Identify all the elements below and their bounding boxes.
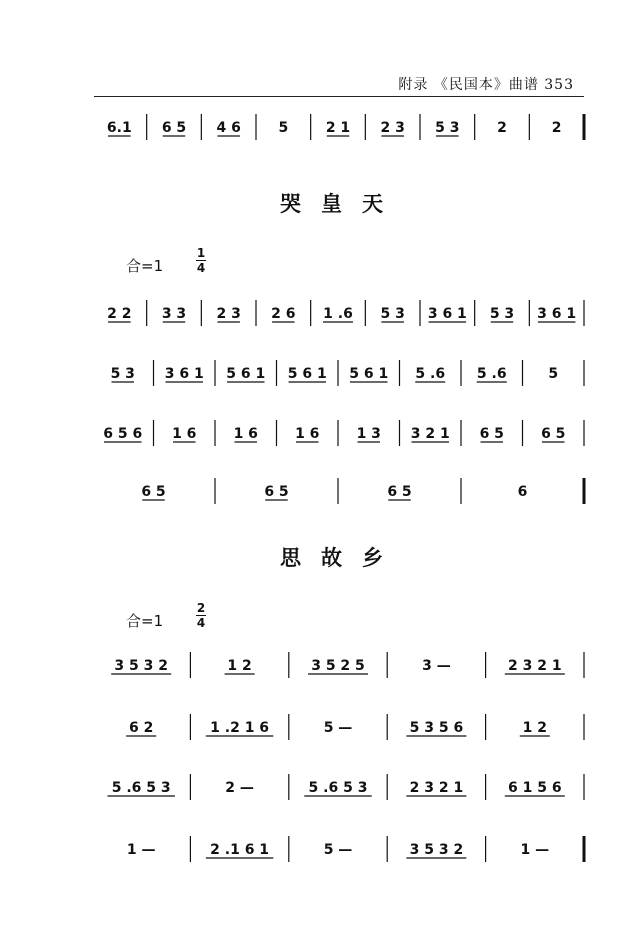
piece-title-siguxiang: 思故乡 <box>280 545 403 570</box>
measure-notes: 6 5 <box>141 484 166 500</box>
key-text: 合=1 <box>126 612 164 630</box>
measure-notes: 1 3 <box>356 426 381 442</box>
measure-notes: 5 6 1 <box>226 366 266 382</box>
measure-notes: 2 3 <box>380 120 405 136</box>
measure-notes: 5 3 <box>435 120 460 136</box>
score-row-svg <box>92 770 584 810</box>
score-row-svg <box>92 110 584 150</box>
measure-notes: 5 3 <box>380 306 405 322</box>
measure-notes: 6 5 <box>479 426 504 442</box>
measure-notes: 2 2 <box>107 306 132 322</box>
score-row <box>92 648 592 688</box>
measure-notes: 6 1 5 6 <box>508 780 562 796</box>
measure-notes: 6 5 <box>264 484 289 500</box>
measure-notes: 3 6 1 <box>164 366 204 382</box>
piece-title-kuhuangtian: 哭皇天 <box>280 191 403 216</box>
measure-notes: 3 5 3 2 <box>114 658 168 674</box>
score-row <box>92 474 592 514</box>
key-text: 合=1 <box>126 257 164 275</box>
measure-notes: 1 — <box>520 842 550 858</box>
score-row-svg <box>92 474 584 514</box>
score-row-svg <box>92 648 584 688</box>
measure-notes: 1 .6 <box>323 306 353 322</box>
measure-notes: 5 3 <box>489 306 515 322</box>
measure-notes: 5 <box>278 120 289 136</box>
measure-notes: 3 2 1 <box>410 426 450 442</box>
score-row-svg <box>92 416 584 456</box>
score-row <box>92 416 592 456</box>
measure-notes: 3 3 <box>161 306 187 322</box>
measure-notes: 3 5 3 2 <box>409 842 464 858</box>
measure-notes: 2 3 <box>216 306 241 322</box>
measure-notes: 2 <box>551 120 562 136</box>
measure-notes: 5 <box>548 366 559 382</box>
score-row <box>92 356 592 396</box>
measure-notes: 3 6 1 <box>427 306 467 322</box>
measure-notes: 5 3 <box>110 366 135 382</box>
measure-notes: 5 — <box>323 720 353 736</box>
measure-notes: 5 .6 5 3 <box>111 780 171 796</box>
measure-notes: 5 — <box>323 842 353 858</box>
time-sig-bottom: 4 <box>196 261 206 275</box>
time-signature <box>196 602 206 629</box>
measure-notes: 6 5 <box>387 484 412 500</box>
measure-notes: 6 5 <box>161 120 187 136</box>
time-sig-top: 1 <box>196 246 206 260</box>
measure-notes: 6 5 <box>541 426 566 442</box>
measure-notes: 2 — <box>225 780 254 796</box>
key-signature-siguxiang <box>126 601 206 631</box>
score-row-svg <box>92 710 584 750</box>
measure-notes: 2 .1 6 1 <box>210 842 270 858</box>
measure-notes: 6 5 6 <box>103 426 143 442</box>
measure-notes: 4 6 <box>216 120 241 136</box>
measure-notes: 3 5 2 5 <box>311 658 365 674</box>
key-signature-kuhuangtian <box>126 246 206 276</box>
measure-notes: 5 6 1 <box>349 366 389 382</box>
time-sig-bottom: 4 <box>196 616 206 630</box>
measure-notes: 5 6 1 <box>287 366 327 382</box>
measure-notes: 6 <box>517 484 528 500</box>
score-row <box>92 710 592 750</box>
measure-notes: 1 .2 1 6 <box>210 720 270 736</box>
measure-notes: 2 3 2 1 <box>508 658 562 674</box>
measure-notes: 5 .6 <box>415 366 446 382</box>
measure-notes: 1 6 <box>233 426 258 442</box>
measure-notes: 5 3 5 6 <box>409 720 464 736</box>
measure-notes: 2 3 2 1 <box>409 780 464 796</box>
time-signature <box>196 247 206 274</box>
measure-notes: 1 2 <box>227 658 252 674</box>
page-header-text: 附录 《民国本》曲谱 353 <box>398 77 574 93</box>
time-sig-top: 2 <box>196 601 206 615</box>
measure-notes: 1 2 <box>522 720 547 736</box>
measure-notes: 3 — <box>422 658 451 674</box>
score-row <box>92 832 592 872</box>
score-row-svg <box>92 296 584 336</box>
measure-notes: 1 — <box>126 842 156 858</box>
score-row <box>92 770 592 810</box>
score-row <box>92 296 592 336</box>
score-row <box>92 110 592 150</box>
measure-notes: 5 .6 <box>476 366 507 382</box>
measure-notes: 1 6 <box>172 426 197 442</box>
header-rule <box>94 96 584 97</box>
measure-notes: 3 6 1 <box>537 306 577 322</box>
measure-notes: 2 1 <box>325 120 351 136</box>
measure-notes: 2 <box>497 120 507 136</box>
page-header <box>94 74 584 94</box>
measure-notes: 1 6 <box>295 426 320 442</box>
measure-notes: 2 6 <box>271 306 296 322</box>
score-row-svg <box>92 356 584 396</box>
measure-notes: 6 2 <box>129 720 154 736</box>
measure-notes: 6.1 <box>106 120 132 136</box>
measure-notes: 5 .6 5 3 <box>308 780 368 796</box>
score-row-svg <box>92 832 584 872</box>
